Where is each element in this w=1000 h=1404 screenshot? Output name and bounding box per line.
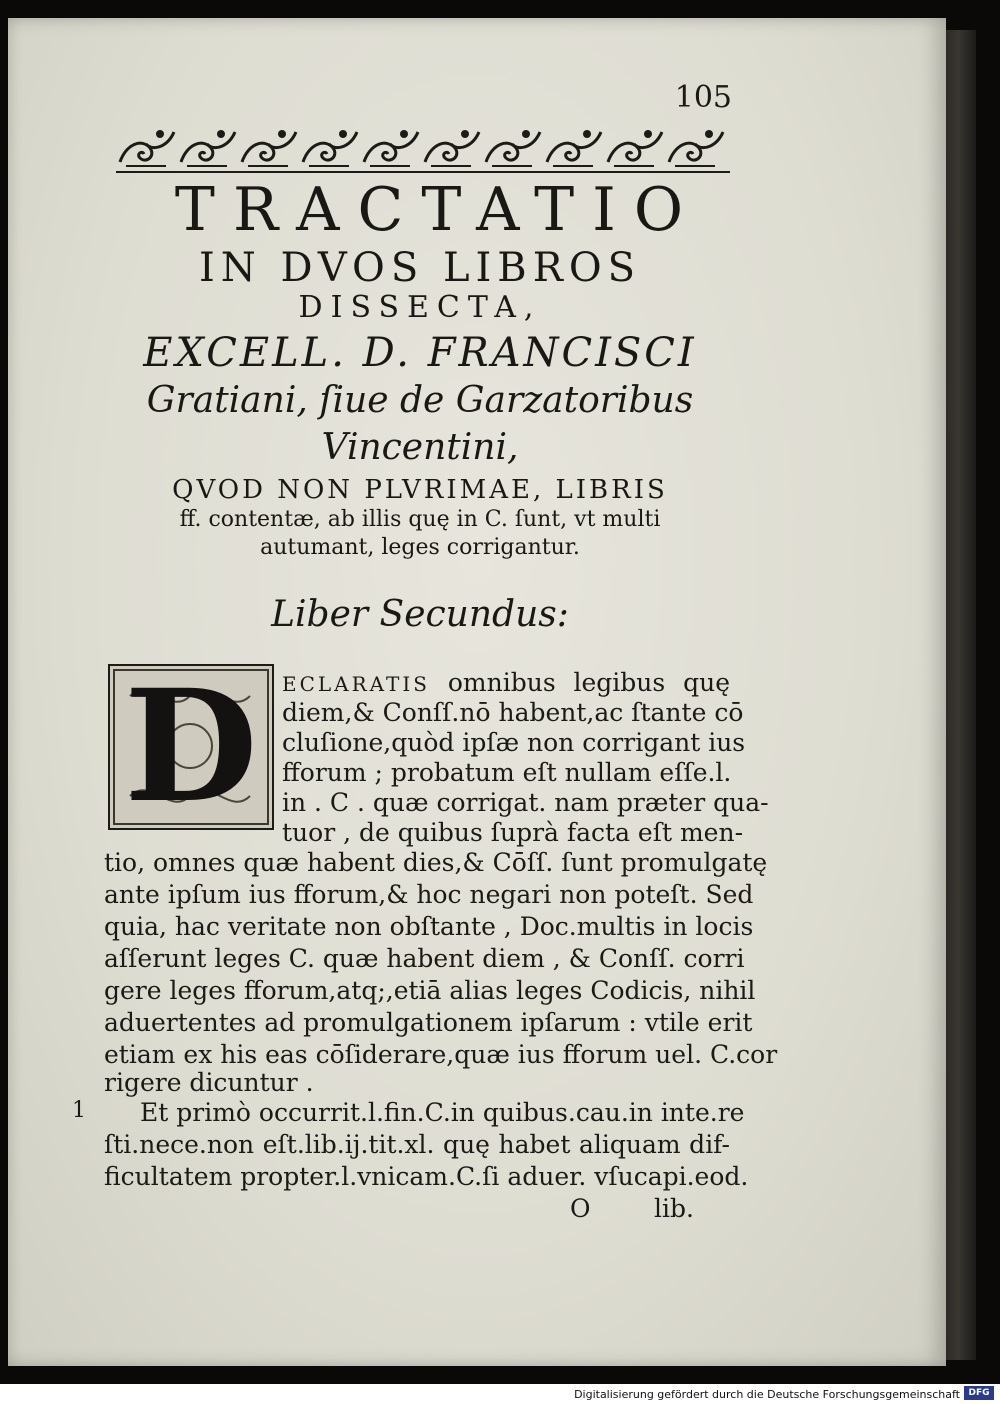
title-line-8: ff. contentæ, ab illis quę in C. ſunt, vt multi bbox=[179, 507, 661, 532]
page-number: 105 bbox=[674, 80, 732, 115]
text-line: ficultatem propter.l.vnicam.C.ſi aduer. vſucapi.eod. bbox=[104, 1162, 749, 1191]
decorated-initial bbox=[108, 656, 274, 837]
text-line: aſſerunt leges C. quæ habent diem , & Conſſ. corri bbox=[104, 944, 745, 973]
title-line-7: QVOD NON PLVRIMAE, LIBRIS bbox=[172, 475, 668, 505]
page-edge bbox=[946, 30, 976, 1360]
text-line: cluſione,quòd ipſæ non corrigant ius bbox=[282, 728, 746, 757]
text-line: in . C . quæ corrigat. nam præter qua- bbox=[282, 788, 769, 817]
text-line: ante ipſum ius fforum,& hoc negari non poteſt. Sed bbox=[104, 880, 754, 909]
text-line: ECLARATIS omnibus legibus quę bbox=[282, 668, 730, 697]
title-line-1: TRACTATIO bbox=[174, 175, 702, 245]
title-line-6: Vincentini, bbox=[321, 427, 519, 468]
text-line: quia, hac veritate non obſtante , Doc.multis in locis bbox=[104, 912, 754, 941]
title-line-3: DISSECTA, bbox=[298, 290, 542, 325]
text-line: diem,& Conſſ.nō habent,ac ſtante cō bbox=[282, 698, 744, 727]
title-line-9: autumant, leges corrigantur. bbox=[260, 535, 580, 560]
first-word: ECLARATIS bbox=[282, 672, 430, 696]
text-line: tio, omnes quæ habent dies,& Cōſſ. ſunt promulgatę bbox=[104, 848, 768, 877]
catchword-signature: O bbox=[570, 1194, 591, 1223]
dfg-logo-icon: DFG bbox=[964, 1386, 994, 1400]
section-heading: Liber Secundus: bbox=[271, 594, 569, 635]
footer-credit: Digitalisierung gefördert durch die Deutsche Forschungsgemeinschaft bbox=[574, 1388, 960, 1401]
ornament-border-icon bbox=[116, 124, 730, 170]
margin-number: 1 bbox=[72, 1098, 86, 1123]
text-line: aduertentes ad promulgationem ipſarum : vtile erit bbox=[104, 1008, 753, 1037]
title-line-2: IN DVOS LIBROS bbox=[198, 245, 642, 291]
title-line-5: Gratiani, ſiue de Garzatoribus bbox=[146, 380, 694, 421]
text-line: etiam ex his eas cōſiderare,quæ ius fforum uel. C.cor bbox=[104, 1040, 778, 1069]
text-line: Et primò occurrit.l.fin.C.in quibus.cau.in inte.re bbox=[140, 1098, 745, 1127]
text-line: gere leges fforum,atq;,etiā alias leges Codicis, nihil bbox=[104, 976, 756, 1005]
title-rule bbox=[116, 171, 730, 173]
text-line: ſti.nece.non eſt.lib.ij.tit.xl. quę habet aliquam dif- bbox=[104, 1130, 730, 1159]
text-line: fforum ; probatum eſt nullam eſſe.l. bbox=[282, 758, 732, 787]
title-line-4: EXCELL. D. FRANCISCI bbox=[143, 330, 697, 376]
text-line: tuor , de quibus ſuprà facta eſt men- bbox=[282, 818, 744, 847]
text-line: rigere dicuntur . bbox=[104, 1068, 314, 1097]
catchword: lib. bbox=[654, 1194, 694, 1223]
initial-letter: D bbox=[124, 656, 258, 837]
